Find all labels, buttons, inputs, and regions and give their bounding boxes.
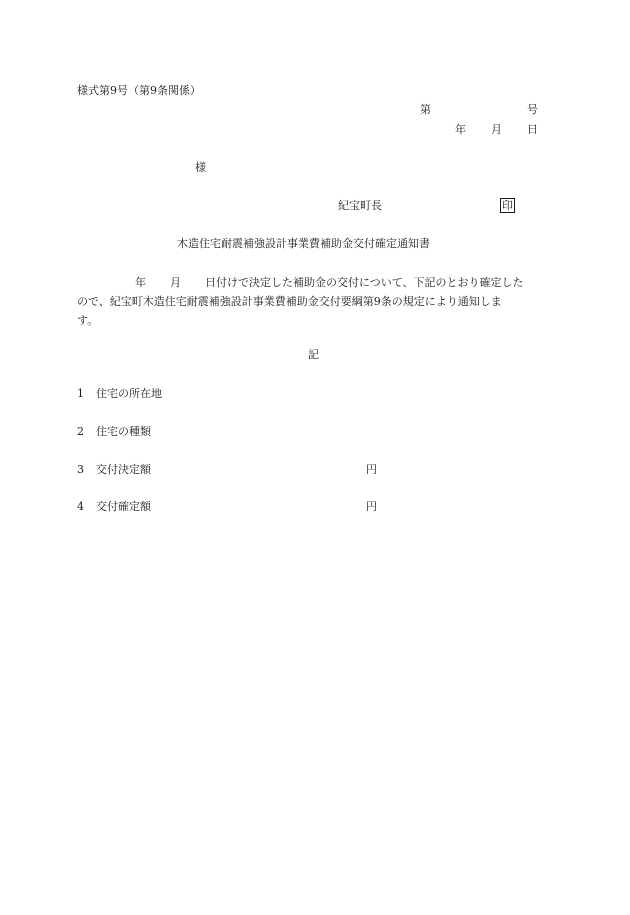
seal-text: 印 (502, 199, 513, 212)
body-line-3: す。 (77, 314, 99, 327)
doc-number-suffix: 号 (527, 103, 538, 116)
item-number: 2 (77, 425, 84, 438)
item-label: 交付決定額 (96, 463, 151, 476)
item-unit: 円 (366, 463, 377, 476)
body-paragraph (77, 273, 551, 330)
item-row (77, 500, 151, 514)
document-title: 木造住宅耐震補強設計事業費補助金交付確定通知書 (177, 237, 430, 250)
item-label: 住宅の所在地 (96, 387, 162, 400)
body-month: 月 (170, 276, 181, 289)
item-number: 3 (77, 463, 84, 476)
date-month: 月 (491, 123, 502, 136)
item-row (77, 463, 151, 477)
doc-number-prefix: 第 (420, 103, 431, 116)
item-unit: 円 (366, 500, 377, 513)
addressee-suffix: 様 (195, 161, 206, 174)
form-number: 様式第9号（第9条関係） (77, 84, 201, 97)
body-line-1-text: 日付けで決定した補助金の交付について、下記のとおり確定した (205, 276, 524, 289)
item-label: 交付確定額 (96, 500, 151, 513)
body-line-2: ので、紀宝町木造住宅耐震補強設計事業費補助金交付要綱第9条の規定により通知しま (77, 295, 502, 308)
item-number: 4 (77, 500, 84, 513)
date-year: 年 (455, 123, 466, 136)
item-row (77, 425, 151, 439)
item-number: 1 (77, 387, 84, 400)
body-line-1 (77, 273, 551, 292)
issuer-name: 紀宝町長 (338, 199, 382, 212)
seal-mark (500, 198, 515, 213)
date-day: 日 (527, 123, 538, 136)
item-label: 住宅の種類 (96, 425, 151, 438)
body-year: 年 (135, 276, 146, 289)
ki-heading: 記 (308, 348, 319, 361)
item-row (77, 387, 162, 401)
